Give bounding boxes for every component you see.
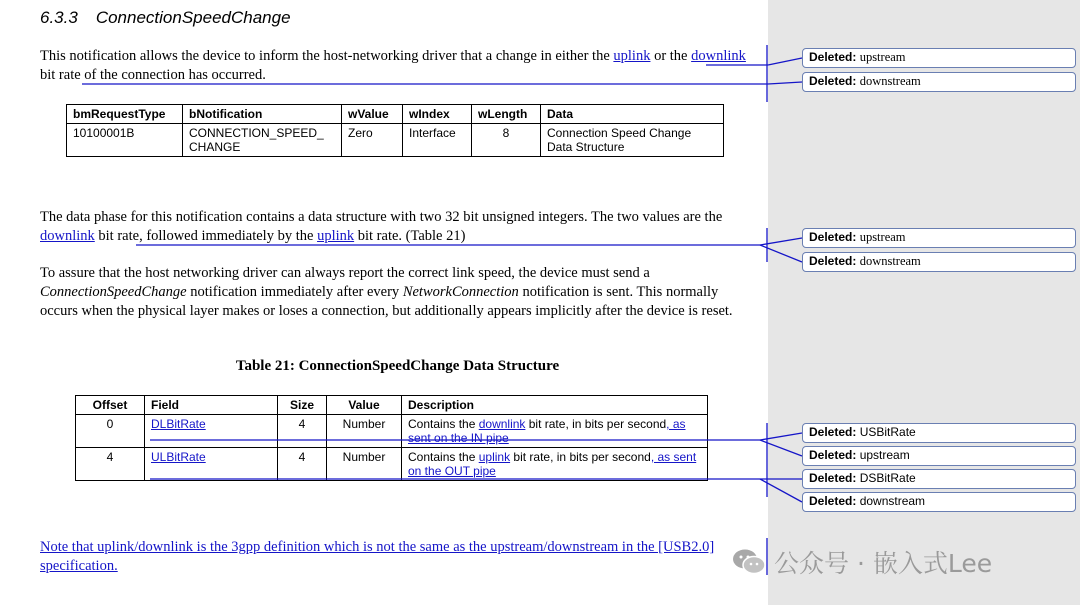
inserted-note: Note that uplink/downlink is the 3gpp definition which is not the same as the upstream/downstream in the [USB2.0] specification. — [40, 539, 715, 574]
section-number: 6.3.3 — [40, 8, 78, 27]
comment-balloon-deleted[interactable]: Deleted: upstream — [802, 446, 1076, 466]
inserted-downlink[interactable]: downlink — [691, 48, 746, 64]
watermark-text: 公众号 · 嵌入式Lee — [774, 549, 993, 578]
comment-balloon-deleted[interactable]: Deleted: downstream — [802, 252, 1076, 272]
inserted-field-name[interactable]: ULBitRate — [151, 450, 206, 464]
section-title: ConnectionSpeedChange — [95, 8, 291, 27]
inserted-uplink[interactable]: uplink — [613, 48, 651, 64]
inserted-downlink[interactable]: downlink — [40, 228, 95, 244]
comment-balloon-deleted[interactable]: Deleted: USBitRate — [802, 423, 1076, 443]
inserted-field-name[interactable]: DLBitRate — [151, 417, 206, 431]
table-row: 0 DLBitRate 4 Number Contains the downlink bit rate, in bits per second, as sent on the IN pipe — [76, 415, 708, 448]
table-header-row: Offset Field Size Value Description — [76, 396, 708, 415]
table-caption: Table 21: ConnectionSpeedChange Data Structure — [235, 358, 560, 374]
table-row: 10100001B CONNECTION_SPEED_ CHANGE Zero Interface 8 Connection Speed Change Data Structure — [67, 124, 724, 157]
table-row: 4 ULBitRate 4 Number Contains the uplink bit rate, in bits per second, as sent on the OUT pipe — [76, 448, 708, 481]
wechat-icon — [732, 548, 766, 576]
inserted-uplink[interactable]: uplink — [317, 228, 355, 244]
table-header-row: bmRequestType bNotification wValue wIndex wLength Data — [67, 105, 724, 124]
comment-balloon-deleted[interactable]: Deleted: upstream — [802, 228, 1076, 248]
comment-balloon-deleted[interactable]: Deleted: downstream — [802, 72, 1076, 92]
comment-balloon-deleted[interactable]: Deleted: DSBitRate — [802, 469, 1076, 489]
comment-balloon-deleted[interactable]: Deleted: upstream — [802, 48, 1076, 68]
paragraph-intro: This notification allows the device to inform the host-networking driver that a change in either the uplink or the downlink bit rate of the connection has occurred. — [40, 48, 746, 83]
watermark — [732, 544, 992, 580]
paragraph-data-phase: The data phase for this notification contains a data structure with two 32 bit unsigned integers. The two values are the downlink bit rate, followed immediately by the uplink bit rate. (Table 21) — [40, 209, 723, 244]
comment-balloon-deleted[interactable]: Deleted: downstream — [802, 492, 1076, 512]
paragraph-link-speed: To assure that the host networking driver can always report the correct link speed, the device must send a ConnectionSpeedChange notification immediately after every NetworkConnection notification is sent. This normally occurs when the physical layer makes or loses a connection, but additionally appears implicitly after the device is reset. — [40, 265, 733, 319]
